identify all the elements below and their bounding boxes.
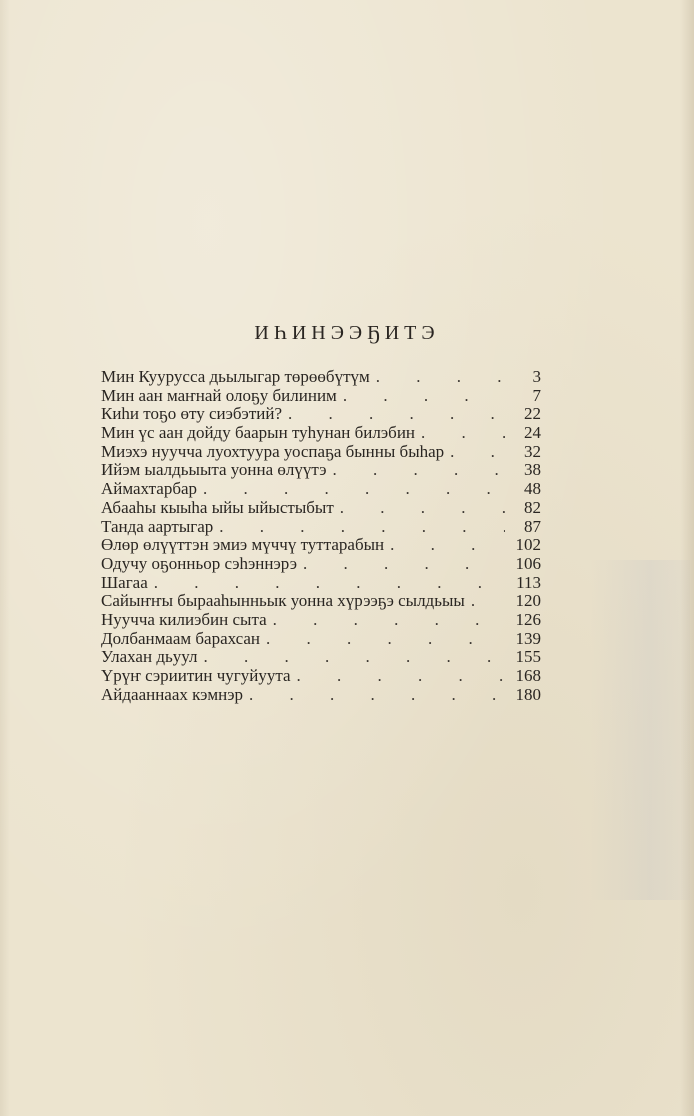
toc-entry — [101, 648, 541, 667]
toc-entry — [101, 424, 541, 443]
toc-entry-page: 180 — [515, 684, 541, 704]
toc-entry-title: Танда аартыгар — [101, 516, 214, 536]
toc-entry-title: Шагаа — [101, 572, 148, 592]
toc-entry-title: Сайыҥҥы бырааһынньык уонна хүрээҕэ сылдьыы — [101, 591, 465, 611]
toc-entry-page: 48 — [524, 479, 541, 499]
toc-entry — [101, 555, 541, 574]
toc-entry-page: 102 — [515, 535, 541, 555]
toc-entry-title: Мин үс аан дойду баарын туһунан билэбин — [101, 423, 416, 443]
toc-dot-leader — [288, 405, 505, 424]
toc-entry — [101, 611, 541, 630]
toc-entry-page: 3 — [532, 367, 541, 386]
toc-entry-page: 106 — [515, 553, 541, 573]
toc-entry — [101, 368, 541, 387]
toc-dot-leader — [203, 648, 505, 667]
toc-entry — [101, 667, 541, 686]
toc-entry-page: 38 — [524, 460, 541, 480]
toc-entry-title: Киһи тоҕо өту сиэбэтий? — [101, 404, 283, 424]
toc-dot-leader — [376, 368, 505, 387]
toc-dot-leader — [421, 424, 505, 443]
toc-entry — [101, 592, 541, 611]
toc-entry-page: 82 — [524, 497, 541, 517]
toc-dot-leader — [340, 499, 505, 518]
toc-entry-page: 22 — [524, 404, 541, 424]
toc-entry — [101, 536, 541, 555]
toc-entry-title: Миэхэ нуучча луохтуура уоспаҕа бынны быһар — [101, 441, 445, 461]
toc-entry-page: 113 — [516, 572, 541, 592]
toc-dot-leader — [266, 630, 505, 649]
toc-entry-page: 155 — [515, 647, 541, 667]
toc-entry-page: 7 — [532, 385, 541, 405]
toc-entry-title: Долбанмаам барахсан — [101, 628, 261, 648]
toc-dot-leader — [333, 461, 505, 480]
toc-entry-title: Үрүҥ сэриитин чугуйуута — [101, 666, 291, 685]
toc-entry-page: 168 — [515, 666, 541, 685]
contents-heading: ИҺИНЭЭҔИТЭ — [254, 322, 440, 344]
toc-entry-title: Улахан дьуул — [101, 647, 198, 667]
toc-dot-leader — [273, 611, 505, 630]
toc-dot-leader — [390, 536, 505, 555]
toc-entry-page: 139 — [515, 628, 541, 648]
toc-dot-leader — [249, 686, 505, 705]
toc-entry-page: 32 — [524, 441, 541, 461]
toc-entry — [101, 443, 541, 462]
toc-entry — [101, 405, 541, 424]
toc-dot-leader — [219, 518, 505, 537]
toc-entry-page: 24 — [524, 423, 541, 443]
ink-bleed-through — [590, 560, 690, 900]
toc-entry — [101, 461, 541, 480]
toc-entry-title: Ийэм ыалдьыыта уонна өлүүтэ — [101, 460, 327, 480]
toc-dot-leader — [154, 574, 505, 593]
toc-entry — [101, 499, 541, 518]
toc-entry-page: 120 — [515, 591, 541, 611]
toc-dot-leader — [203, 480, 505, 499]
toc-entry-title: Аймахтарбар — [101, 479, 198, 499]
toc-dot-leader — [297, 667, 505, 686]
toc-entry — [101, 574, 541, 593]
toc-entry — [101, 480, 541, 499]
toc-entry — [101, 630, 541, 649]
table-of-contents — [101, 368, 541, 704]
toc-dot-leader — [343, 387, 505, 406]
toc-entry — [101, 518, 541, 537]
toc-entry-title: Абааһы кыыһа ыйы ыйыстыбыт — [101, 497, 334, 517]
toc-entry — [101, 686, 541, 705]
toc-entry-title: Нуучча килиэбин сыта — [101, 609, 267, 629]
toc-dot-leader — [471, 592, 505, 611]
toc-dot-leader — [450, 443, 505, 462]
toc-entry-title: Айдааннаах кэмнэр — [101, 684, 243, 704]
toc-entry-page: 87 — [524, 516, 541, 536]
toc-dot-leader — [303, 555, 505, 574]
toc-entry-title: Одучу оҕонньор сэһэннэрэ — [101, 553, 298, 573]
toc-entry-title: Өлөр өлүүттэн эмиэ мүччү туттарабын — [101, 535, 385, 555]
toc-entry-title: Мин аан маҥнай олоҕу билиним — [101, 385, 337, 405]
toc-entry-title: Мин Куурусса дьылыгар төрөөбүтүм — [101, 367, 370, 386]
toc-entry-page: 126 — [515, 609, 541, 629]
toc-entry — [101, 387, 541, 406]
